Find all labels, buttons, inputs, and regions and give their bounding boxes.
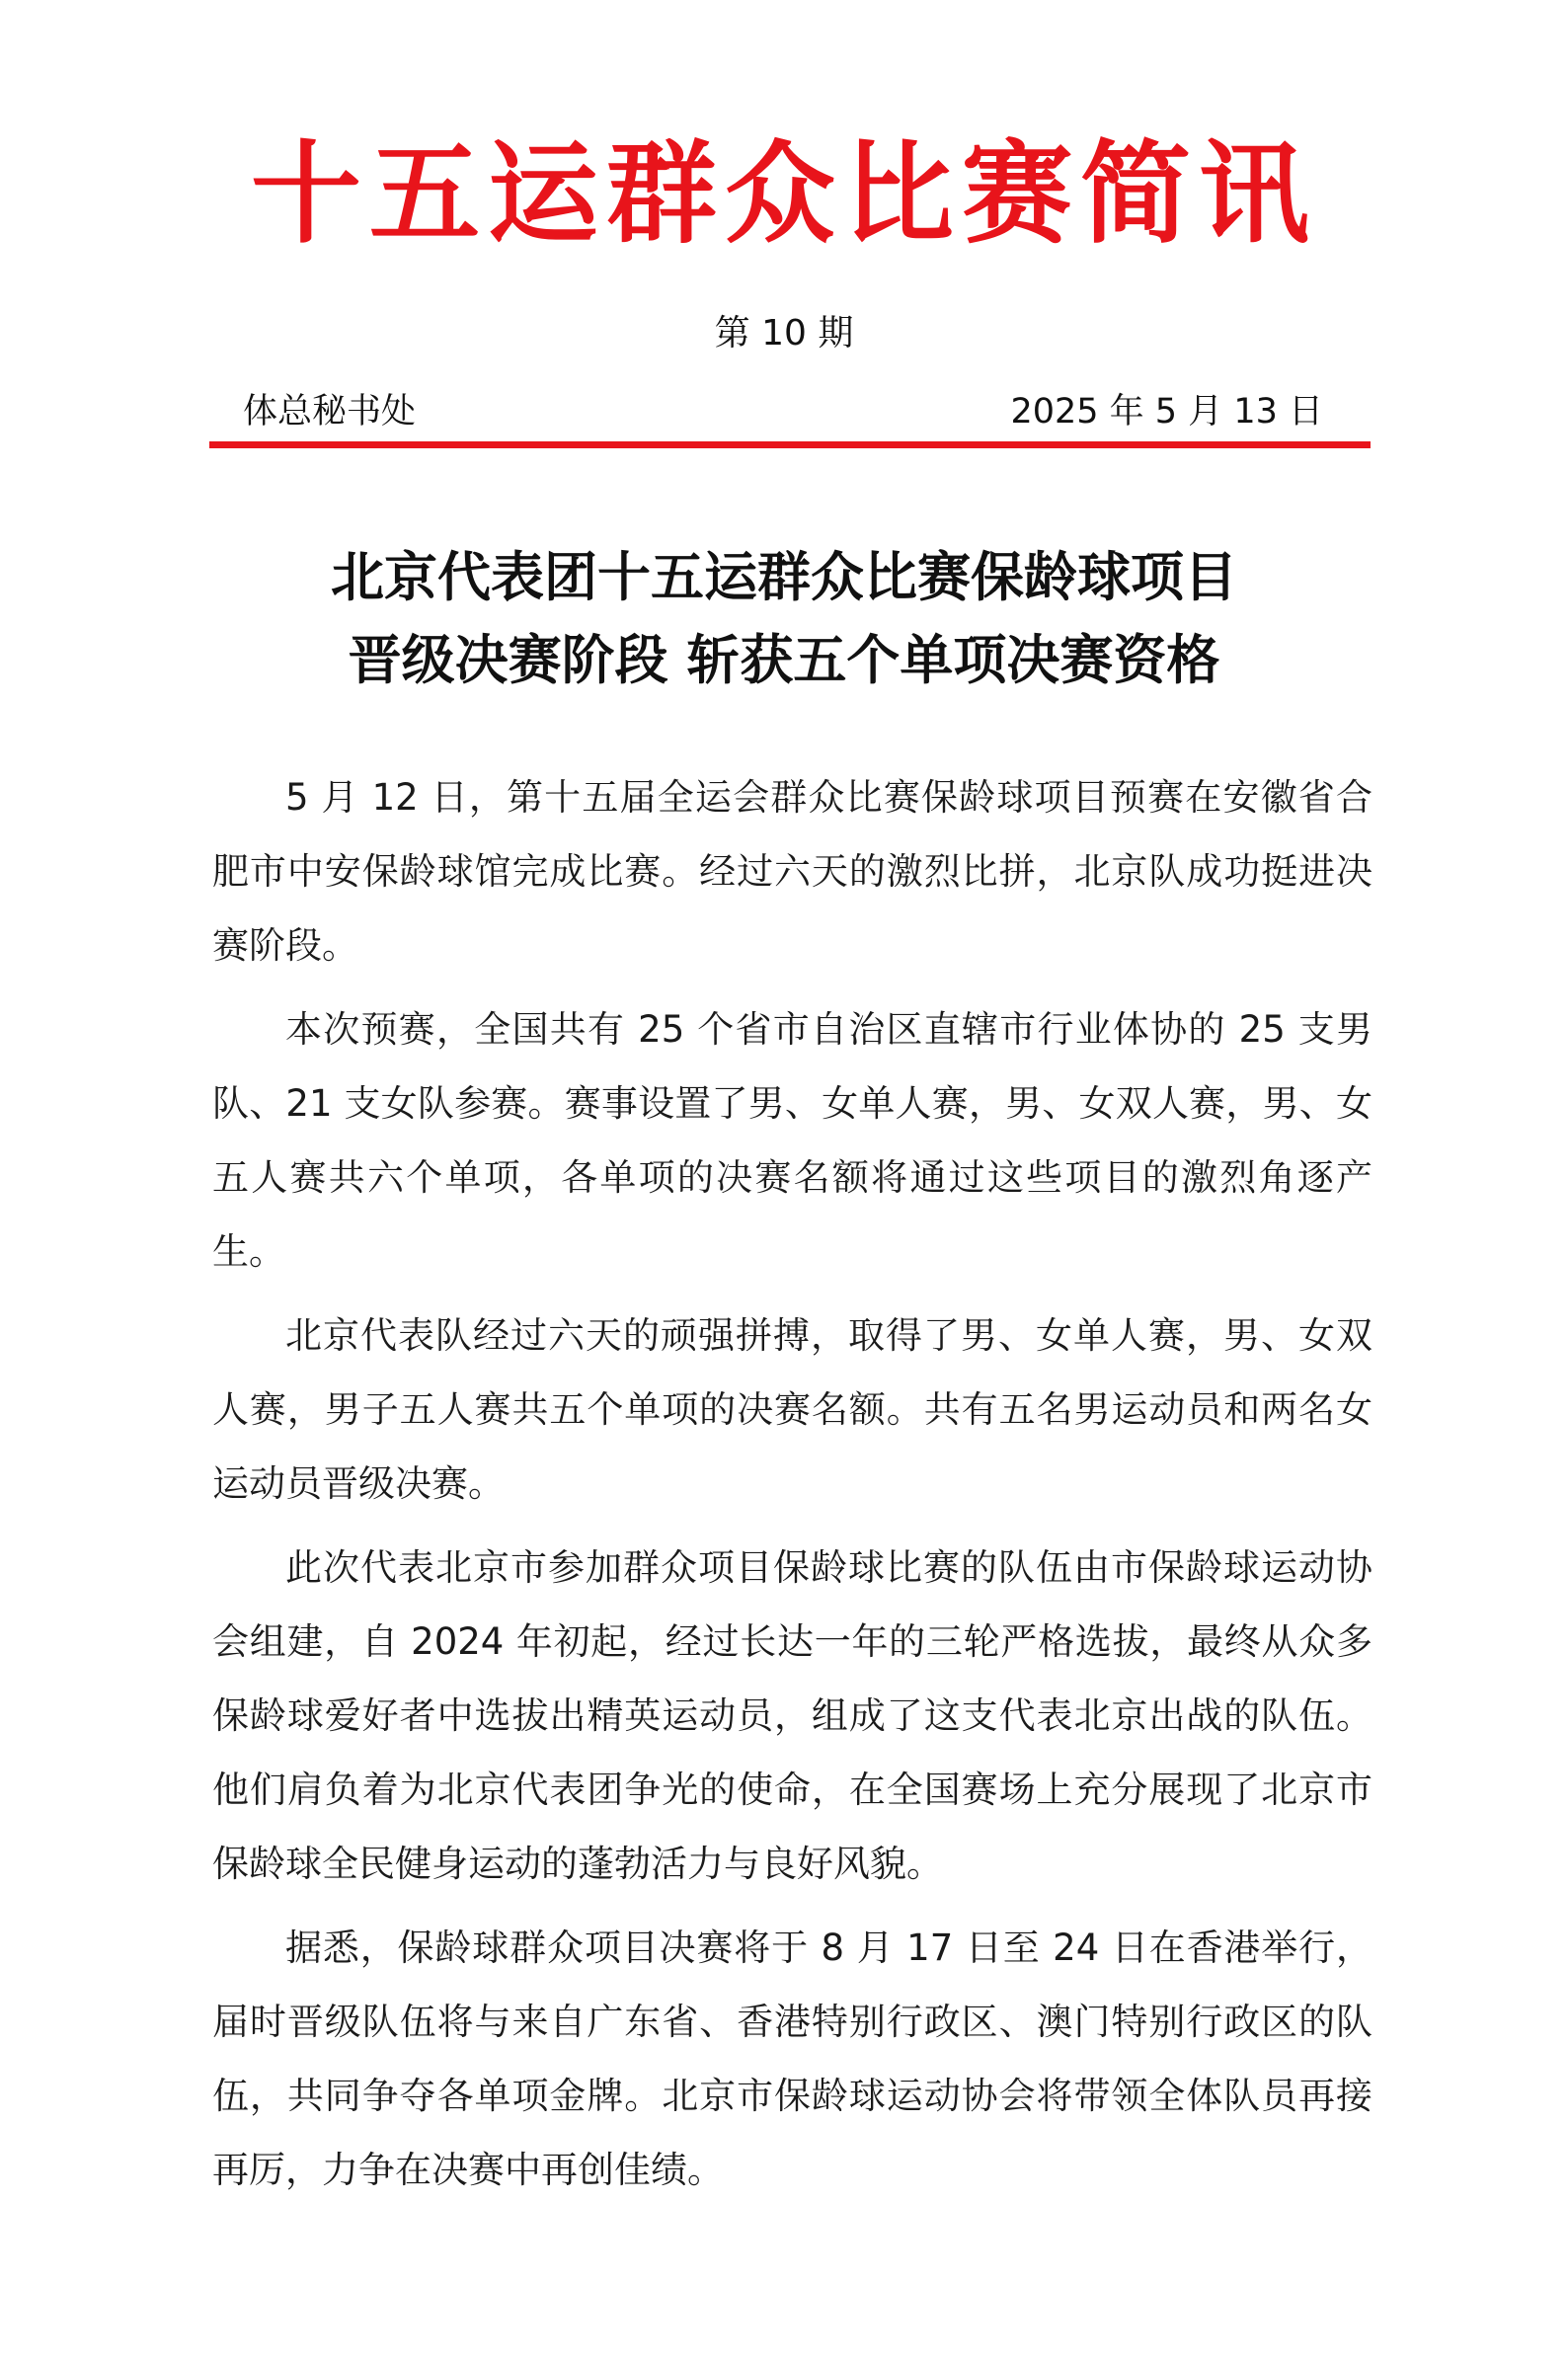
issuer-date-row (235, 387, 1331, 436)
paragraph: 5 月 12 日，第十五届全运会群众比赛保龄球项目预赛在安徽省合肥市中安保龄球馆完成比赛。经过六天的激烈比拼，北京队成功挺进决赛阶段。 (212, 776, 1372, 967)
paragraph: 此次代表北京市参加群众项目保龄球比赛的队伍由市保龄球运动协会组建，自 2024 年初起，经过长达一年的三轮严格选拔，最终从众多保龄球爱好者中选拔出精英运动员，组成了这支代表北京出战的队伍。他们肩负着为北京代表团争光的使命，在全国赛场上充分展现了北京市保龄球全民健身运动的蓬勃活力与良好风貌。 (212, 1546, 1372, 1885)
paragraph: 北京代表队经过六天的顽强拼搏，取得了男、女单人赛，男、女双人赛，男子五人赛共五个单项的决赛名额。共有五名男运动员和两名女运动员晋级决赛。 (212, 1314, 1372, 1505)
article-title (0, 535, 1568, 701)
issuer-name: 体总秘书处 (243, 392, 417, 432)
issue-date: 2025 年 5 月 13 日 (1010, 392, 1323, 432)
header-divider (209, 441, 1371, 448)
article-title-line-1: 北京代表团十五运群众比赛保龄球项目 (331, 545, 1237, 608)
masthead-title: 十五运群众比赛简讯 (251, 129, 1317, 259)
issue-number: 第 10 期 (714, 313, 854, 354)
article-body (212, 760, 1372, 2217)
paragraph: 据悉，保龄球群众项目决赛将于 8 月 17 日至 24 日在香港举行，届时晋级队伍将与来自广东省、香港特别行政区、澳门特别行政区的队伍，共同争夺各单项金牌。北京市保龄球运动协会将带领全体队员再接再厉，力争在决赛中再创佳绩。 (212, 1927, 1372, 2191)
article-title-line-2: 晋级决赛阶段 斩获五个单项决赛资格 (348, 628, 1220, 691)
paragraph: 本次预赛，全国共有 25 个省市自治区直辖市行业体协的 25 支男队、21 支女队参赛。赛事设置了男、女单人赛，男、女双人赛，男、女五人赛共六个单项，各单项的决赛名额将通过这些项目的激烈角逐产生。 (212, 1008, 1372, 1273)
